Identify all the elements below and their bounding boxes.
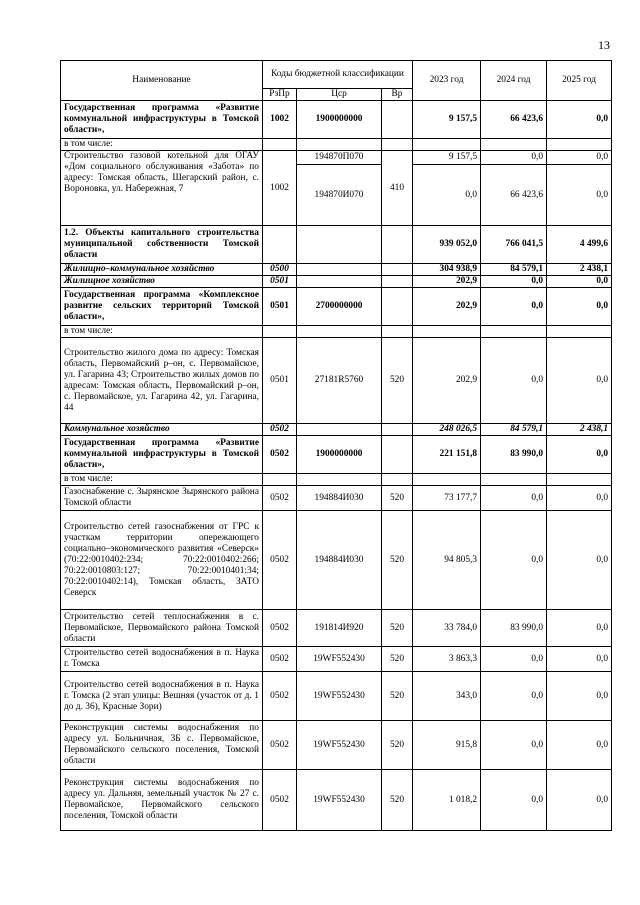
row-2023: 0,0 — [413, 165, 481, 226]
row-2025: 0,0 — [547, 721, 612, 770]
row-2024: 84 579,1 — [481, 424, 547, 436]
row-2025: 0,0 — [547, 288, 612, 326]
row-2023: 248 026,5 — [413, 424, 481, 436]
row-name: Жилищное хозяйство — [61, 276, 263, 288]
row-rzpr: 0502 — [263, 770, 297, 831]
row-csr: 194884И030 — [297, 486, 382, 511]
row-2023: 3 863,3 — [413, 647, 481, 672]
row-rzpr: 0500 — [263, 264, 297, 276]
row-2025: 0,0 — [547, 165, 612, 226]
row-csr: 19WF552430 — [297, 647, 382, 672]
header-rzpr: РзПр — [263, 89, 297, 101]
row-2025: 0,0 — [547, 276, 612, 288]
header-csr: Цср — [297, 89, 382, 101]
table-header-row — [61, 61, 612, 89]
row-name: Реконструкция системы водоснабжения по адресу ул. Больничная, 3Б с. Первомайское, Первомайского сельского поселения, Томской области — [61, 721, 263, 770]
row-vr: 520 — [382, 610, 413, 647]
row-rzpr: 0502 — [263, 647, 297, 672]
row-name: Коммунальное хозяйство — [61, 424, 263, 436]
row-2023: 202,9 — [413, 276, 481, 288]
row-vr: 520 — [382, 721, 413, 770]
row-2024: 83 990,0 — [481, 610, 547, 647]
row-2023: 9 157,5 — [413, 101, 481, 139]
row-name: Государственная программа «Развитие коммунальной инфраструктуры в Томской области», — [61, 101, 263, 139]
header-vr: Вр — [382, 89, 413, 101]
row-rzpr: 0502 — [263, 424, 297, 436]
header-name: Наименование — [61, 61, 263, 101]
row-2025: 0,0 — [547, 151, 612, 165]
row-2025: 0,0 — [547, 101, 612, 139]
row-name: Жилищно–коммунальное хозяйство — [61, 264, 263, 276]
table-row — [61, 139, 612, 151]
row-2024: 0,0 — [481, 486, 547, 511]
row-2023: 304 938,9 — [413, 264, 481, 276]
row-2023: 915,8 — [413, 721, 481, 770]
row-name: 1.2. Объекты капитального строительства муниципальной собственности Томской области — [61, 226, 263, 264]
row-csr: 19WF552430 — [297, 721, 382, 770]
page-number: 13 — [598, 38, 610, 52]
row-2024: 0,0 — [481, 276, 547, 288]
header-2025: 2025 год — [547, 61, 612, 101]
row-rzpr: 1002 — [263, 151, 297, 226]
row-csr: 19WF552430 — [297, 672, 382, 721]
table-row — [61, 610, 612, 647]
row-2025: 0,0 — [547, 511, 612, 610]
row-csr: 27181R5760 — [297, 338, 382, 424]
table-row — [61, 486, 612, 511]
row-2023: 33 784,0 — [413, 610, 481, 647]
row-2023: 939 052,0 — [413, 226, 481, 264]
row-2023: 9 157,5 — [413, 151, 481, 165]
row-rzpr: 0502 — [263, 672, 297, 721]
row-2025: 0,0 — [547, 486, 612, 511]
row-vr — [382, 101, 413, 139]
row-name: Государственная программа «Комплексное развитие сельских территорий Томской области», — [61, 288, 263, 326]
row-2024: 0,0 — [481, 151, 547, 165]
row-csr: 194870И070 — [297, 165, 382, 226]
row-2025: 2 438,1 — [547, 264, 612, 276]
row-2023: 343,0 — [413, 672, 481, 721]
row-2024: 66 423,6 — [481, 165, 547, 226]
row-vr: 520 — [382, 770, 413, 831]
row-name: в том числе: — [61, 474, 263, 486]
row-2025: 0,0 — [547, 338, 612, 424]
row-name: Газоснабжение с. Зырянское Зырянского района Томской области — [61, 486, 263, 511]
row-2024: 0,0 — [481, 511, 547, 610]
table-row — [61, 326, 612, 338]
table-row — [61, 424, 612, 436]
row-name: Строительство сетей газоснабжения от ГРС к участкам территории опережающего социально–экономического развития «Северск» (70:22:0010402:234; 70:22:0010402:266; 70:22:0010803:127; 70:22:0010401:34; 70:22:0010402:14), Томская область, ЗАТО Северск — [61, 511, 263, 610]
row-2023: 221 151,8 — [413, 436, 481, 474]
row-rzpr: 0502 — [263, 436, 297, 474]
table-row — [61, 264, 612, 276]
header-codes: Коды бюджетной классификации — [263, 61, 413, 89]
table-row — [61, 151, 612, 165]
table-row — [61, 474, 612, 486]
table-row — [61, 511, 612, 610]
row-rzpr: 0501 — [263, 288, 297, 326]
row-rzpr: 0502 — [263, 486, 297, 511]
table-row — [61, 226, 612, 264]
header-2024: 2024 год — [481, 61, 547, 101]
row-2024: 84 579,1 — [481, 264, 547, 276]
table-row — [61, 276, 612, 288]
row-name: Строительство сетей теплоснабжения в с. Первомайское, Первомайского района Томской области — [61, 610, 263, 647]
row-vr: 520 — [382, 672, 413, 721]
row-name: в том числе: — [61, 326, 263, 338]
row-rzpr: 0501 — [263, 338, 297, 424]
row-rzpr: 0502 — [263, 610, 297, 647]
row-name: Государственная программа «Развитие коммунальной инфраструктуры в Томской области», — [61, 436, 263, 474]
row-csr: 194870П070 — [297, 151, 382, 165]
row-2024: 0,0 — [481, 770, 547, 831]
row-name: Строительство газовой котельной для ОГАУ «Дом социального обслуживания «Забота» по адресу: Томская область, Шегарский район, с. Вороновка, ул. Набережная, 7 — [61, 151, 263, 226]
budget-table — [60, 60, 612, 831]
row-csr: 19WF552430 — [297, 770, 382, 831]
row-2025: 0,0 — [547, 436, 612, 474]
row-rzpr: 0502 — [263, 511, 297, 610]
row-2023: 202,9 — [413, 288, 481, 326]
table-row — [61, 338, 612, 424]
row-csr: 1900000000 — [297, 101, 382, 139]
row-vr: 520 — [382, 647, 413, 672]
row-2024: 0,0 — [481, 647, 547, 672]
header-2023: 2023 год — [413, 61, 481, 101]
row-2025: 0,0 — [547, 610, 612, 647]
row-2025: 2 438,1 — [547, 424, 612, 436]
row-csr: 191814И920 — [297, 610, 382, 647]
row-name: Строительство сетей водоснабжения в п. Наука г. Томска (2 этап улицы: Вешняя (участок от д. 1 до д. 36), Красные Зори) — [61, 672, 263, 721]
row-2023: 202,9 — [413, 338, 481, 424]
row-2023: 94 805,3 — [413, 511, 481, 610]
table-row — [61, 101, 612, 139]
row-vr: 520 — [382, 486, 413, 511]
row-2025: 0,0 — [547, 672, 612, 721]
row-rzpr: 0502 — [263, 721, 297, 770]
row-csr: 2700000000 — [297, 288, 382, 326]
row-name: Реконструкция системы водоснабжения по адресу ул. Дальняя, земельный участок № 27 с. Первомайское, Первомайского сельского поселения, Томской области — [61, 770, 263, 831]
row-2024: 766 041,5 — [481, 226, 547, 264]
table-row — [61, 672, 612, 721]
row-2025: 4 499,6 — [547, 226, 612, 264]
row-2024: 0,0 — [481, 338, 547, 424]
row-vr: 410 — [382, 151, 413, 226]
row-vr: 520 — [382, 338, 413, 424]
table-row — [61, 770, 612, 831]
row-2024: 66 423,6 — [481, 101, 547, 139]
row-2025: 0,0 — [547, 647, 612, 672]
table-row — [61, 647, 612, 672]
row-csr: 194884И030 — [297, 511, 382, 610]
row-name: Строительство жилого дома по адресу: Томская область, Первомайский р–он, с. Первомайское, ул. Гагарина 43; Строительство жилых домов по адресам: Томская область, Первомайский р–он, с. Первомайское, ул. Гагарина 42, ул. Гагарина, 44 — [61, 338, 263, 424]
row-2024: 0,0 — [481, 721, 547, 770]
row-name: Строительство сетей водоснабжения в п. Наука г. Томска — [61, 647, 263, 672]
row-2023: 73 177,7 — [413, 486, 481, 511]
table-row — [61, 721, 612, 770]
row-name: в том числе: — [61, 139, 263, 151]
row-2023: 1 018,2 — [413, 770, 481, 831]
row-rzpr: 1002 — [263, 101, 297, 139]
row-vr: 520 — [382, 511, 413, 610]
row-2024: 0,0 — [481, 672, 547, 721]
row-2024: 83 990,0 — [481, 436, 547, 474]
row-2024: 0,0 — [481, 288, 547, 326]
row-rzpr: 0501 — [263, 276, 297, 288]
row-csr: 1900000000 — [297, 436, 382, 474]
table-row — [61, 436, 612, 474]
table-row — [61, 288, 612, 326]
row-2025: 0,0 — [547, 770, 612, 831]
